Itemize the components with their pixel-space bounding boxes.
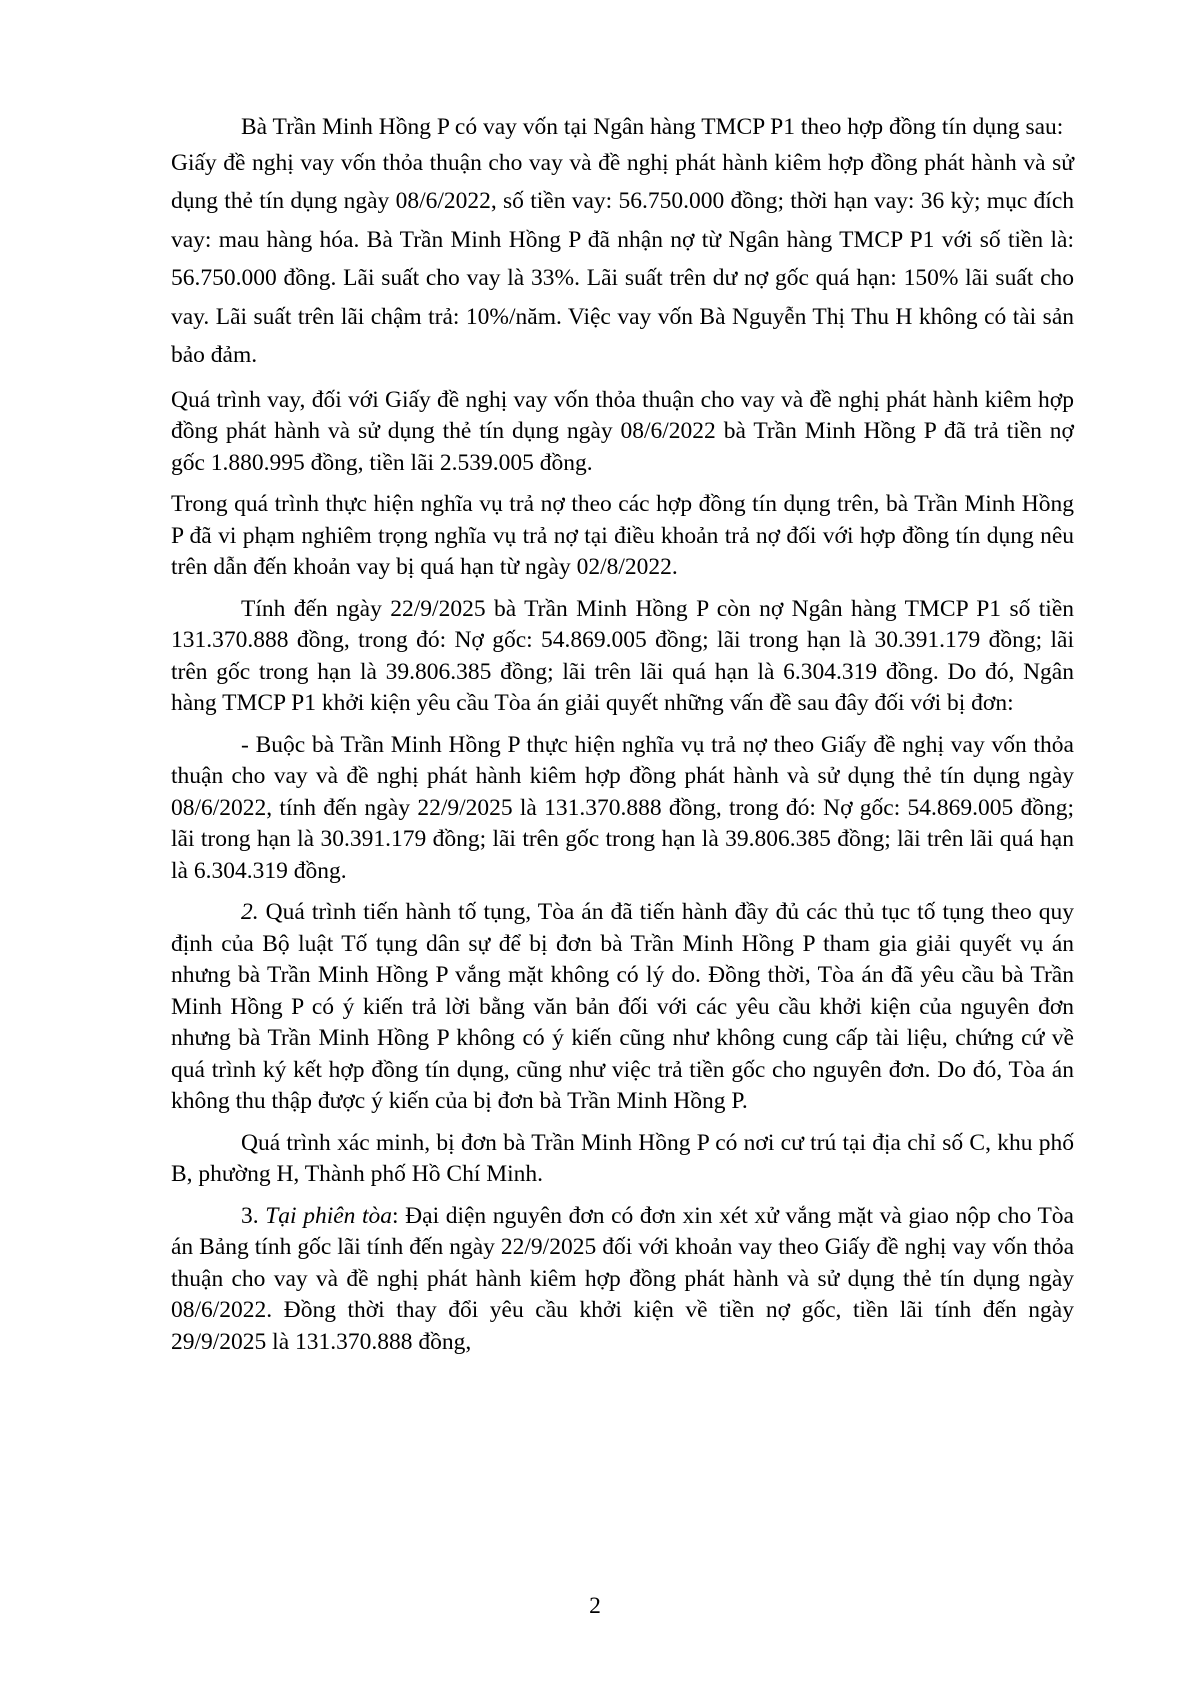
intro-paragraph: Bà Trần Minh Hồng P có vay vốn tại Ngân hàng TMCP P1 theo hợp đồng tín dụng sau: <box>241 114 1064 140</box>
procedure-text: Quá trình tiến hành tố tụng, Tòa án đã tiến hành đầy đủ các thủ tục tố tụng theo quy định của Bộ luật Tố tụng dân sự để bị đơn bà Trần Minh Hồng P tham gia giải quyết vụ án nhưng bà Trần Minh Hồng P vắng mặt không có lý do. Đồng thời, Tòa án đã yêu cầu bà Trần Minh Hồng P có ý kiến trả lời bằng văn bản đối với các yêu cầu khởi kiện của nguyên đơn nhưng bà Trần Minh Hồng P không có ý kiến cũng như không cung cấp tài liệu, chứng cứ về quá trình ký kết hợp đồng tín dụng, cũng như việc trả tiền gốc cho nguyên đơn. Do đó, Tòa án không thu thập được ý kiến của bị đơn bà Trần Minh Hồng P. <box>171 899 1075 1114</box>
section-3-number: 3. <box>241 1202 259 1229</box>
hearing-paragraph <box>171 1201 1074 1359</box>
violation-paragraph: Trong quá trình thực hiện nghĩa vụ trả nợ theo các hợp đồng tín dụng trên, bà Trần Minh Hồng P đã vi phạm nghiêm trọng nghĩa vụ trả nợ tại điều khoản trả nợ đối với hợp đồng tín dụng nêu trên dẫn đến khoản vay bị quá hạn từ ngày 02/8/2022. <box>171 491 1074 580</box>
claim-paragraph: - Buộc bà Trần Minh Hồng P thực hiện nghĩa vụ trả nợ theo Giấy đề nghị vay vốn thỏa thuận cho vay và đề nghị phát hành kiêm hợp đồng phát hành và sử dụng thẻ tín dụng ngày 08/6/2022, tính đến ngày 22/9/2025 là 131.370.888 đồng, trong đó: Nợ gốc: 54.869.005 đồng; lãi trong hạn là 30.391.179 đồng; lãi trên gốc trong hạn là 39.806.385 đồng; lãi trên lãi quá hạn là 6.304.319 đồng. <box>171 731 1074 884</box>
page-number: 2 <box>589 1593 601 1619</box>
hearing-text: : Đại diện nguyên đơn có đơn xin xét xử vắng mặt và giao nộp cho Tòa án Bảng tính gốc lãi tính đến ngày 22/9/2025 đối với khoản vay theo Giấy đề nghị vay vốn thỏa thuận cho vay và đề nghị phát hành kiêm hợp đồng phát hành và sử dụng thẻ tín dụng ngày 08/6/2022. Đồng thời thay đổi yêu cầu khởi kiện về tiền nợ gốc, tiền lãi tính đến ngày 29/9/2025 là 131.370.888 đồng, <box>171 1202 1074 1355</box>
outstanding-debt-paragraph: Tính đến ngày 22/9/2025 bà Trần Minh Hồng P còn nợ Ngân hàng TMCP P1 số tiền 131.370.888 đồng, trong đó: Nợ gốc: 54.869.005 đồng; lãi trong hạn là 30.391.179 đồng; lãi trên gốc trong hạn là 39.806.385 đồng; lãi trên lãi quá hạn là 6.304.319 đồng. Do đó, Ngân hàng TMCP P1 khởi kiện yêu cầu Tòa án giải quyết những vấn đề sau đây đối với bị đơn: <box>171 595 1074 716</box>
document-body <box>171 112 1074 1368</box>
section-2-number: 2. <box>241 899 259 925</box>
procedure-paragraph <box>171 897 1074 1118</box>
section-3-heading: Tại phiên tòa <box>265 1202 393 1229</box>
loan-details-paragraph: Giấy đề nghị vay vốn thỏa thuận cho vay và đề nghị phát hành kiêm hợp đồng phát hành và sử dụng thẻ tín dụng ngày 08/6/2022, số tiền vay: 56.750.000 đồng; thời hạn vay: 36 kỳ; mục đích vay: mau hàng hóa. Bà Trần Minh Hồng P đã nhận nợ từ Ngân hàng TMCP P1 với số tiền là: 56.750.000 đồng. Lãi suất cho vay là 33%. Lãi suất trên dư nợ gốc quá hạn: 150% lãi suất cho vay. Lãi suất trên lãi chậm trả: 10%/năm. Việc vay vốn Bà Nguyễn Thị Thu H không có tài sản bảo đảm. <box>171 149 1074 368</box>
repayment-paragraph: Quá trình vay, đối với Giấy đề nghị vay vốn thỏa thuận cho vay và đề nghị phát hành kiêm hợp đồng phát hành và sử dụng thẻ tín dụng ngày 08/6/2022 bà Trần Minh Hồng P đã trả tiền nợ gốc 1.880.995 đồng, tiền lãi 2.539.005 đồng. <box>171 386 1074 476</box>
verification-paragraph: Quá trình xác minh, bị đơn bà Trần Minh Hồng P có nơi cư trú tại địa chỉ số C, khu phố B, phường H, Thành phố Hồ Chí Minh. <box>171 1129 1074 1187</box>
